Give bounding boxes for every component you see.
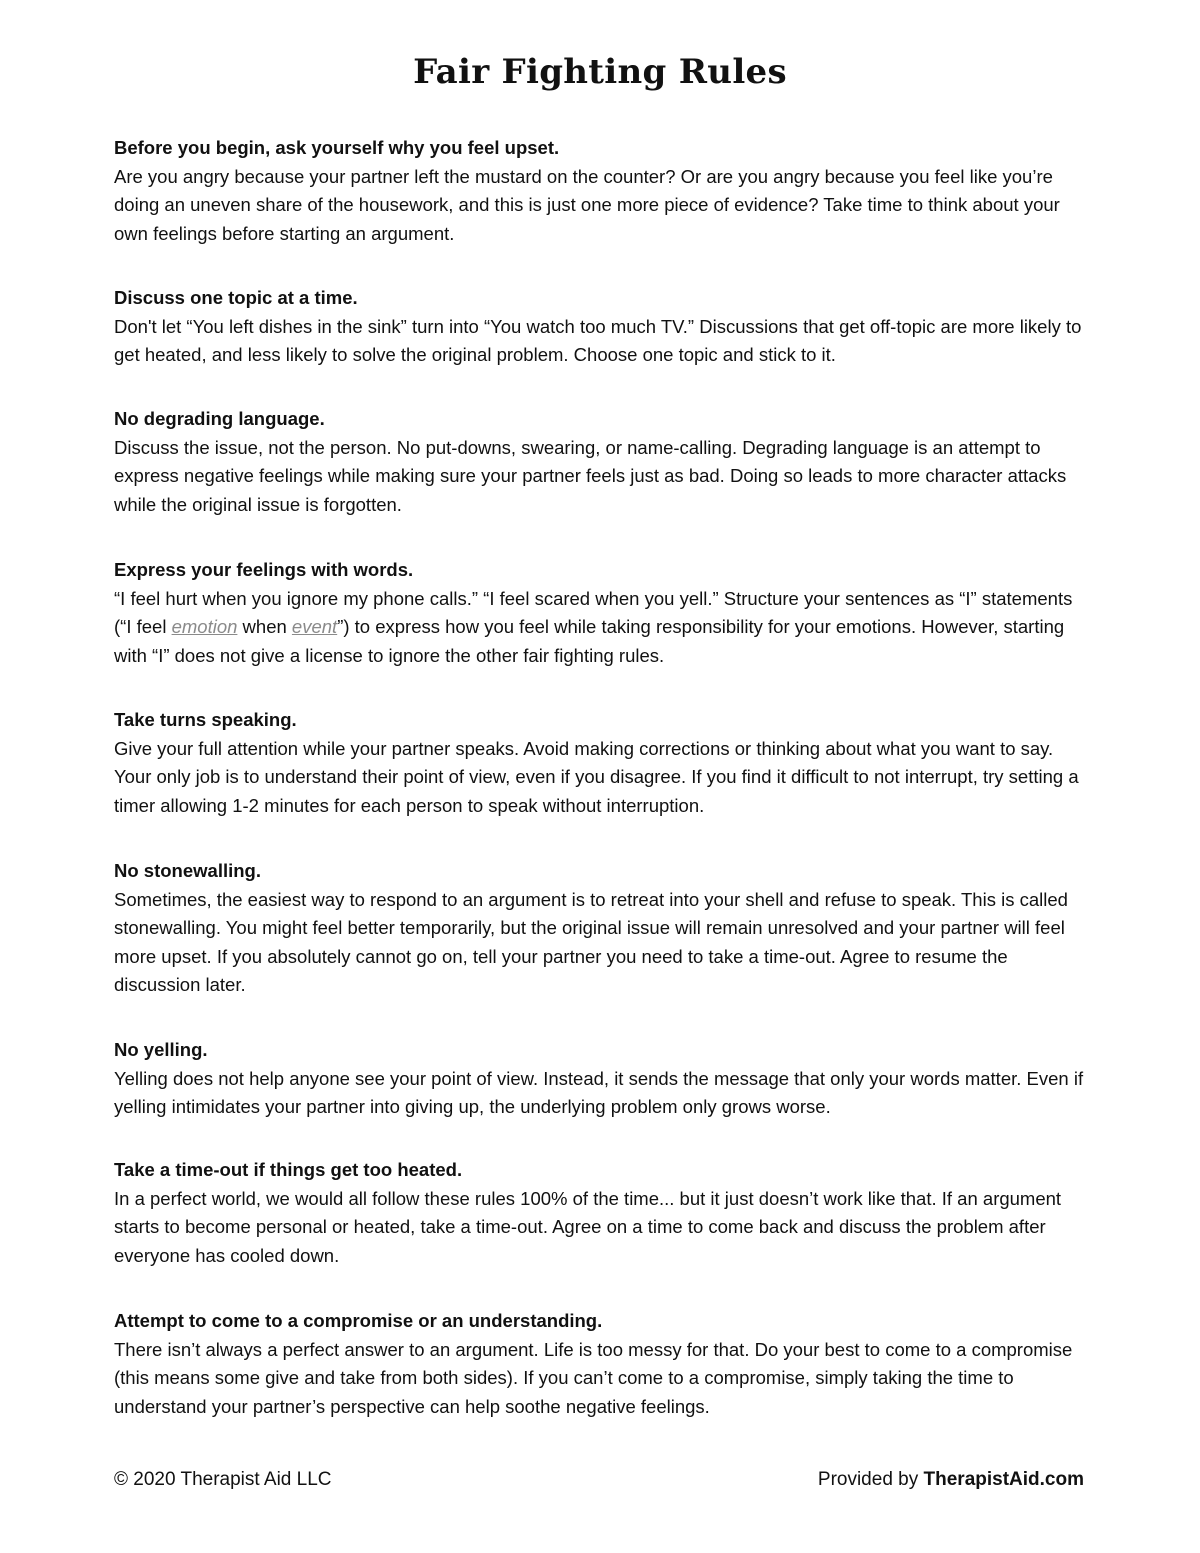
provided-by-label: Provided by bbox=[817, 1469, 924, 1490]
rule-heading: Express your feelings with words. bbox=[114, 559, 414, 580]
brand-link[interactable]: TherapistAid.com bbox=[923, 1469, 1084, 1490]
rule-body: Are you angry because your partner left the mustard on the counter? Or are you angry because you feel like you’re doing an uneven share of the housework, and this is just one more piece of evidence? Take time to think about your own feelings before starting an argument. bbox=[114, 165, 1060, 244]
rule-heading: Discuss one topic at a time. bbox=[114, 287, 358, 308]
rule-body: Yelling does not help anyone see your point of view. Instead, it sends the message that only your words matter. Even if yelling intimidates your partner into giving up, the underlying problem only grows worse. bbox=[114, 1067, 1084, 1117]
rule-section-compromise bbox=[114, 1307, 1094, 1421]
rule-body-text: ”) to express how you feel while taking responsibility for your emotions. However, starting with “I” does not give a license to ignore the other fair fighting rules. bbox=[114, 616, 1065, 666]
rule-body: In a perfect world, we would all follow these rules 100% of the time... but it just doesn’t work like that. If an argument starts to become personal or heated, take a time-out. Agree on a time to come back and discuss the problem after everyone has cooled down. bbox=[114, 1187, 1062, 1266]
rule-heading: Attempt to come to a compromise or an understanding. bbox=[114, 1310, 603, 1331]
rule-section-time-out bbox=[114, 1156, 1094, 1270]
provided-by bbox=[818, 1466, 1084, 1494]
rule-heading: Take turns speaking. bbox=[114, 709, 297, 730]
rule-section-one-topic bbox=[114, 284, 1094, 370]
copyright-notice: © 2020 Therapist Aid LLC bbox=[114, 1469, 332, 1490]
rule-body-text: when bbox=[237, 616, 292, 637]
rule-heading: No degrading language. bbox=[114, 408, 325, 429]
rule-section-take-turns bbox=[114, 706, 1094, 820]
rule-section-express-feelings bbox=[114, 556, 1094, 670]
rule-body: There isn’t always a perfect answer to an argument. Life is too messy for that. Do your best to come to a compromise (this means some give and take from both sides). If you can’t come to a compromise, simply taking the time to understand your partner’s perspective can help soothe negative feelings. bbox=[114, 1338, 1073, 1417]
rule-section-why-upset bbox=[114, 134, 1094, 248]
rule-body: Give your full attention while your partner speaks. Avoid making corrections or thinking about what you want to say. Your only job is to understand their point of view, even if you disagree. If you find it difficult to not interrupt, try setting a timer allowing 1-2 minutes for each person to speak without interruption. bbox=[114, 737, 1079, 816]
rule-heading: Before you begin, ask yourself why you feel upset. bbox=[114, 137, 560, 158]
rule-body: Discuss the issue, not the person. No put-downs, swearing, or name-calling. Degrading language is an attempt to express negative feelings while making sure your partner feels just as bad. Doing so leads to more character attacks while the original issue is forgotten. bbox=[114, 436, 1067, 515]
page-title: Fair Fighting Rules bbox=[413, 52, 787, 92]
event-placeholder: event bbox=[291, 616, 338, 637]
rule-section-no-stonewalling bbox=[114, 857, 1094, 1000]
rule-body: Sometimes, the easiest way to respond to an argument is to retreat into your shell and refuse to speak. This is called stonewalling. You might feel better temporarily, but the original issue will remain unresolved and your partner will feel more upset. If you absolutely cannot go on, tell your partner you need to take a time-out. Agree to resume the discussion later. bbox=[114, 888, 1068, 995]
rule-heading: No stonewalling. bbox=[114, 860, 261, 881]
rule-body: Don't let “You left dishes in the sink” turn into “You watch too much TV.” Discussions that get off-topic are more likely to get heated, and less likely to solve the original problem. Choose one topic and stick to it. bbox=[114, 315, 1082, 365]
rule-body bbox=[114, 585, 1094, 671]
rule-section-no-yelling bbox=[114, 1036, 1094, 1122]
rule-heading: Take a time-out if things get too heated. bbox=[114, 1159, 463, 1180]
rule-body-text: “I feel hurt when you ignore my phone calls.” “I feel scared when you yell.” Structure your sentences as “I” statements (“I feel bbox=[114, 587, 1073, 637]
emotion-placeholder: emotion bbox=[171, 616, 238, 637]
rule-section-no-degrading bbox=[114, 405, 1094, 519]
rule-heading: No yelling. bbox=[114, 1039, 208, 1060]
